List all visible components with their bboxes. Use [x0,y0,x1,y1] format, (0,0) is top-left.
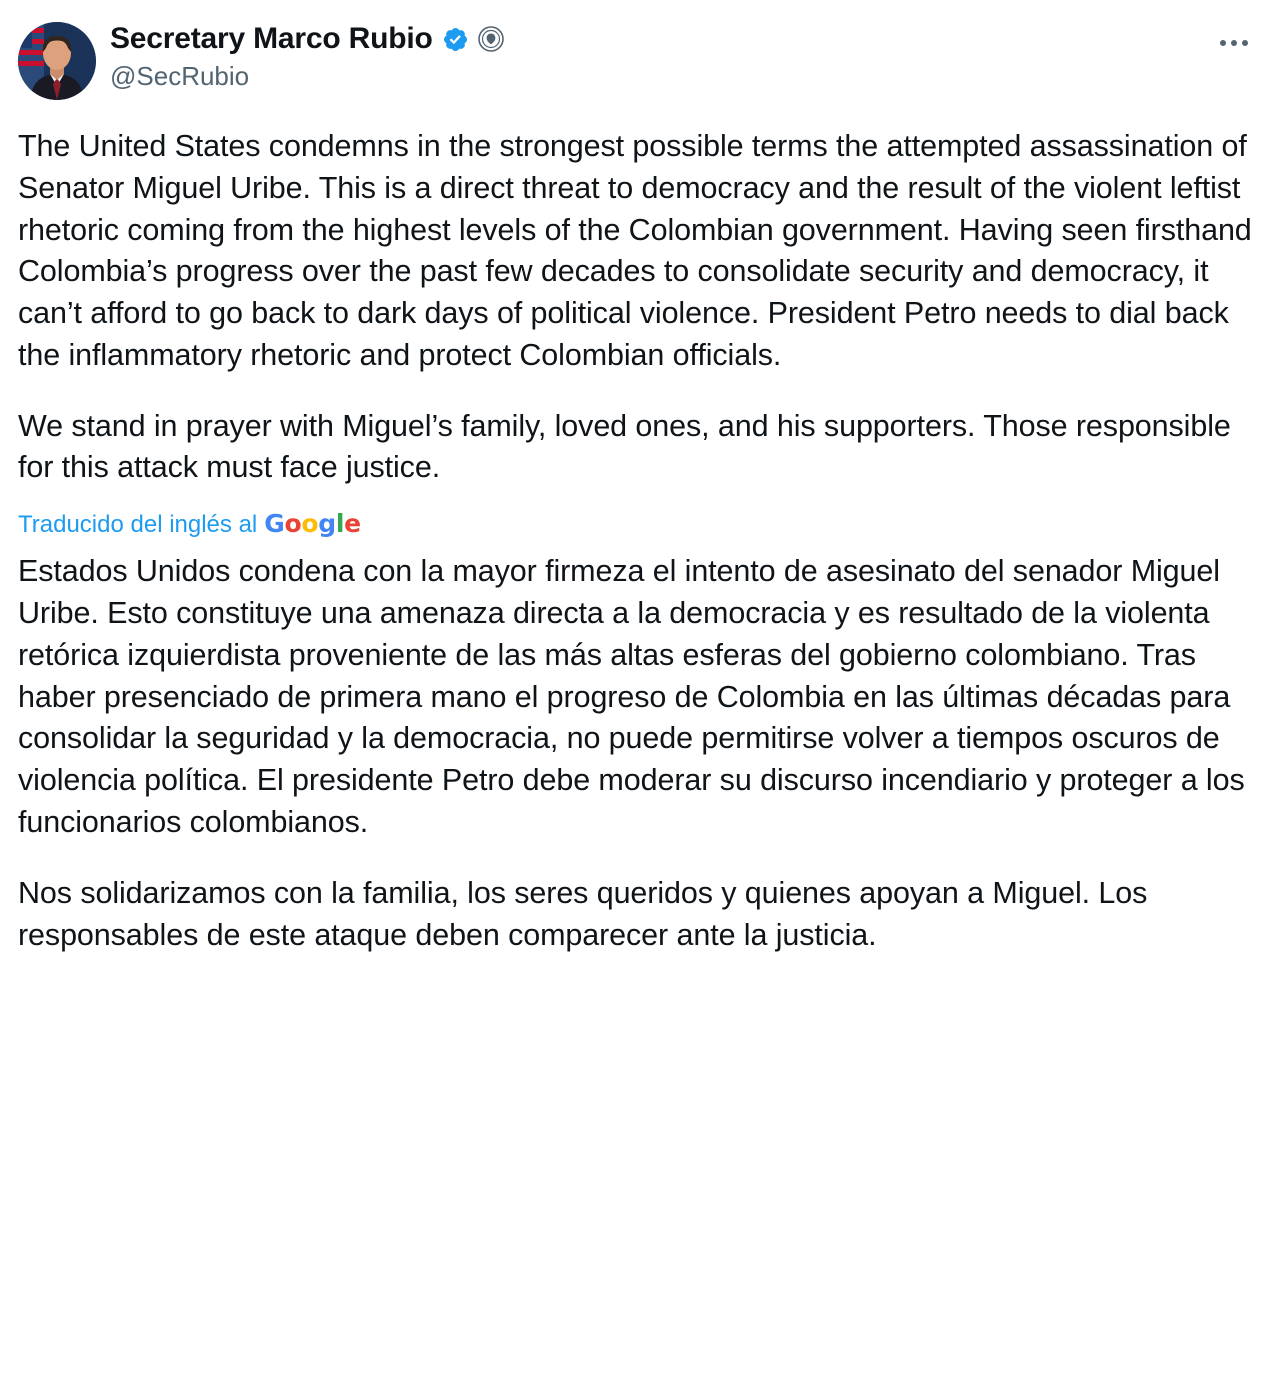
author-display-name[interactable]: Secretary Marco Rubio [110,22,433,55]
translated-label: Traducido del inglés al [18,511,258,539]
translated-text [18,551,1256,956]
tweet-paragraph: We stand in prayer with Miguel’s family, loved ones, and his supporters. Those responsible for this attack must face justice. [18,408,1240,485]
translation-attribution[interactable] [18,511,1256,537]
verified-badge-icon [442,26,469,53]
tweet-header [18,22,1256,100]
more-options-icon[interactable] [1212,28,1256,58]
author-name-row [110,24,504,54]
google-logo-icon: Google [264,509,361,539]
government-seal-icon [478,26,504,52]
tweet-paragraph: The United States condemns in the strongest possible terms the attempted assassination of Senator Miguel Uribe. This is a direct threat to democracy and the result of the violent leftist rhetoric coming from the highest levels of the Colombian government. Having seen firsthand Colombia’s progress over the past few decades to consolidate security and democracy, it can’t afford to go back to dark days of political violence. President Petro needs to dial back the inflammatory rhetoric and protect Colombian officials. [18,129,1261,372]
tweet-text [18,126,1261,489]
avatar[interactable] [18,22,96,100]
translated-paragraph: Estados Unidos condena con la mayor firmeza el intento de asesinato del senador Miguel Uribe. Esto constituye una amenaza directa a la democracia y es resultado de la violenta retórica izquierdista proveniente de las más altas esferas del gobierno colombiano. Tras haber presenciado de primera mano el progreso de Colombia en las últimas décadas para consolidar la seguridad y la democracia, no puede permitirse volver a tiempos oscuros de violencia política. El presidente Petro debe moderar su discurso incendiario y proteger a los funcionarios colombianos. [18,554,1253,839]
author-handle[interactable]: @SecRubio [110,61,250,91]
author-identity [110,22,504,89]
translated-paragraph: Nos solidarizamos con la familia, los seres queridos y quienes apoyan a Miguel. Los responsables de este ataque deben comparecer ante la justicia. [18,875,1156,952]
